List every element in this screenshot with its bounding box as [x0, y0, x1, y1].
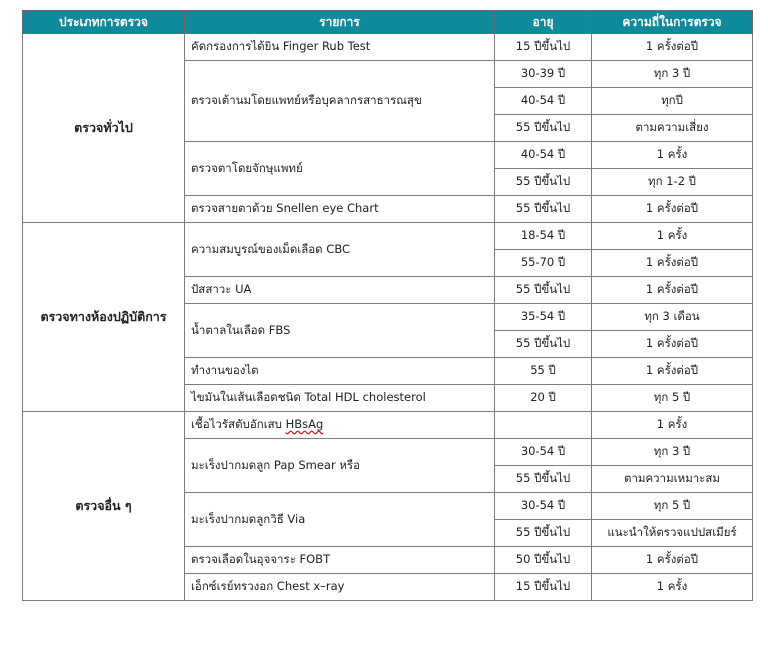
age-cell: 40-54 ปี — [495, 142, 592, 169]
frequency-cell: ทุก 1-2 ปี — [592, 169, 753, 196]
header-age: อายุ — [495, 11, 592, 34]
category-cell: ตรวจทั่วไป — [23, 34, 185, 223]
item-cell: น้ำตาลในเลือด FBS — [185, 304, 495, 358]
age-cell: 50 ปีขึ้นไป — [495, 547, 592, 574]
age-cell: 20 ปี — [495, 385, 592, 412]
item-cell: ตรวจตาโดยจักษุแพทย์ — [185, 142, 495, 196]
age-cell: 55 ปีขึ้นไป — [495, 169, 592, 196]
age-cell: 35-54 ปี — [495, 304, 592, 331]
category-cell: ตรวจอื่น ๆ — [23, 412, 185, 601]
header-category: ประเภทการตรวจ — [23, 11, 185, 34]
header-item: รายการ — [185, 11, 495, 34]
age-cell: 40-54 ปี — [495, 88, 592, 115]
item-label: เชื้อไวรัสตับอักเสบ — [191, 417, 286, 431]
item-cell: ไขมันในเส้นเลือดชนิด Total HDL cholesterol — [185, 385, 495, 412]
frequency-cell: ทุก 3 เดือน — [592, 304, 753, 331]
item-cell — [185, 412, 495, 439]
frequency-cell: ทุก 5 ปี — [592, 385, 753, 412]
age-cell: 15 ปีขึ้นไป — [495, 574, 592, 601]
item-cell: ตรวจสายตาด้วย Snellen eye Chart — [185, 196, 495, 223]
age-cell: 30-54 ปี — [495, 439, 592, 466]
frequency-cell: 1 ครั้งต่อปี — [592, 34, 753, 61]
item-cell: มะเร็งปากมดลูกวิธี Via — [185, 493, 495, 547]
age-cell — [495, 412, 592, 439]
frequency-cell: ทุก 3 ปี — [592, 61, 753, 88]
item-cell: คัดกรองการได้ยิน Finger Rub Test — [185, 34, 495, 61]
age-cell: 55 ปีขึ้นไป — [495, 196, 592, 223]
checkup-table-container — [22, 10, 752, 601]
age-cell: 55 ปีขึ้นไป — [495, 115, 592, 142]
frequency-cell: 1 ครั้งต่อปี — [592, 358, 753, 385]
item-cell: ปัสสาวะ UA — [185, 277, 495, 304]
frequency-cell: 1 ครั้งต่อปี — [592, 547, 753, 574]
item-cell: ความสมบูรณ์ของเม็ดเลือด CBC — [185, 223, 495, 277]
frequency-cell: ทุก 5 ปี — [592, 493, 753, 520]
item-cell: ตรวจเต้านมโดยแพทย์หรือบุคลากรสาธารณสุข — [185, 61, 495, 142]
frequency-cell: 1 ครั้งต่อปี — [592, 196, 753, 223]
table-row — [23, 34, 753, 61]
frequency-cell: 1 ครั้งต่อปี — [592, 331, 753, 358]
table-body — [23, 34, 753, 601]
checkup-table — [22, 10, 753, 601]
age-cell: 15 ปีขึ้นไป — [495, 34, 592, 61]
table-row — [23, 223, 753, 250]
age-cell: 55 ปีขึ้นไป — [495, 277, 592, 304]
frequency-cell: ตามความเหมาะสม — [592, 466, 753, 493]
age-cell: 30-39 ปี — [495, 61, 592, 88]
item-cell: มะเร็งปากมดลูก Pap Smear หรือ — [185, 439, 495, 493]
header-frequency: ความถี่ในการตรวจ — [592, 11, 753, 34]
frequency-cell: ตามความเสี่ยง — [592, 115, 753, 142]
frequency-cell: ทุกปี — [592, 88, 753, 115]
frequency-cell: 1 ครั้งต่อปี — [592, 277, 753, 304]
item-cell: ตรวจเลือดในอุจจาระ FOBT — [185, 547, 495, 574]
item-cell: เอ็กซ์เรย์ทรวงอก Chest x–ray — [185, 574, 495, 601]
spellcheck-marked-word: HBsAg — [285, 417, 324, 431]
frequency-cell: 1 ครั้ง — [592, 223, 753, 250]
frequency-cell: แนะนำให้ตรวจแปปสเมียร์ — [592, 520, 753, 547]
age-cell: 18-54 ปี — [495, 223, 592, 250]
age-cell: 55 ปีขึ้นไป — [495, 466, 592, 493]
category-cell: ตรวจทางห้องปฏิบัติการ — [23, 223, 185, 412]
frequency-cell: 1 ครั้ง — [592, 574, 753, 601]
age-cell: 55 ปี — [495, 358, 592, 385]
age-cell: 55-70 ปี — [495, 250, 592, 277]
header-row — [23, 11, 753, 34]
frequency-cell: 1 ครั้ง — [592, 412, 753, 439]
age-cell: 55 ปีขึ้นไป — [495, 331, 592, 358]
age-cell: 30-54 ปี — [495, 493, 592, 520]
table-row — [23, 412, 753, 439]
item-cell: ทำงานของไต — [185, 358, 495, 385]
age-cell: 55 ปีขึ้นไป — [495, 520, 592, 547]
frequency-cell: 1 ครั้งต่อปี — [592, 250, 753, 277]
frequency-cell: ทุก 3 ปี — [592, 439, 753, 466]
frequency-cell: 1 ครั้ง — [592, 142, 753, 169]
